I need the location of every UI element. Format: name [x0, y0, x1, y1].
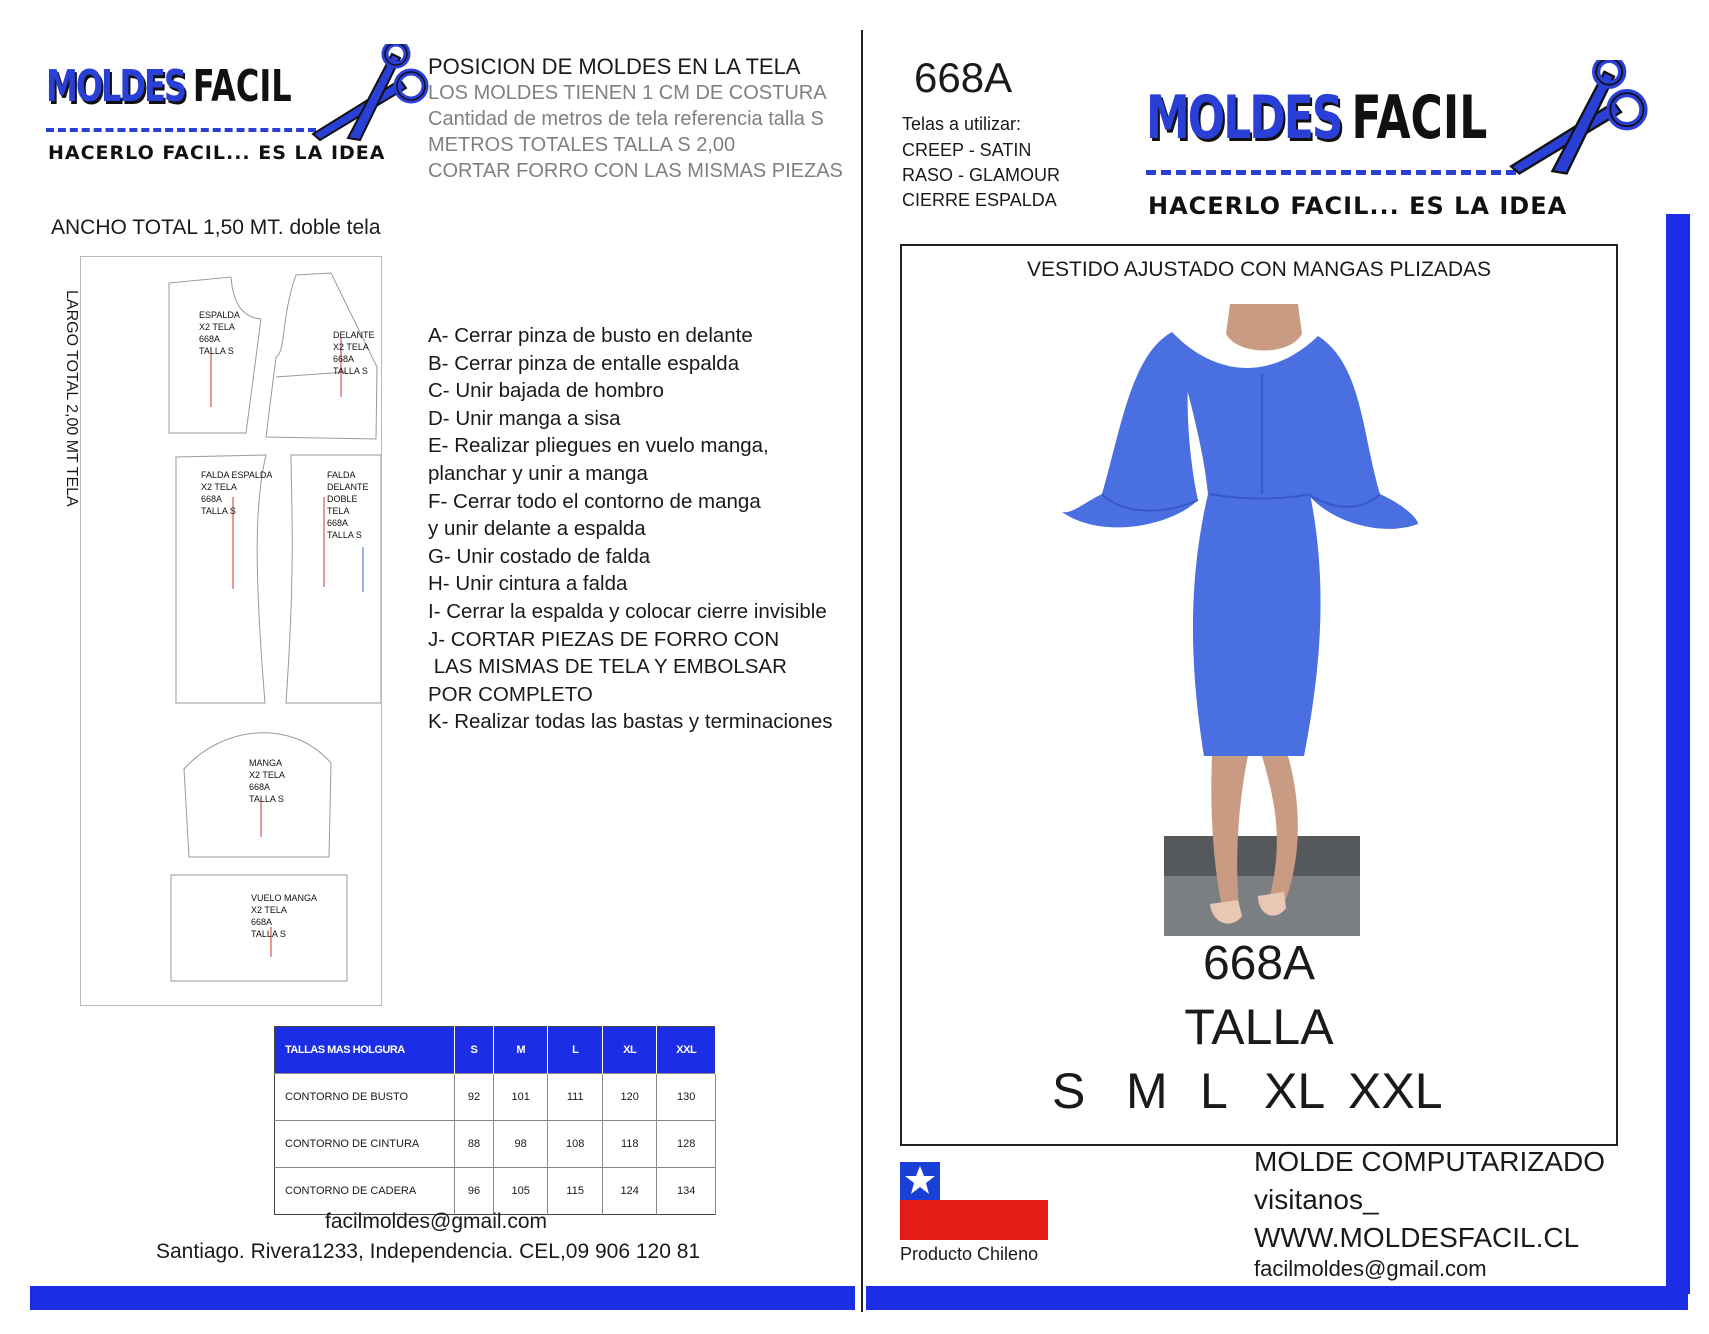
delante-label-1: DELANTE	[333, 330, 375, 340]
tela-1: CREEP - SATIN	[902, 140, 1032, 160]
instructions-list	[428, 322, 833, 736]
instruction-k: K- Realizar todas las bastas y terminaciones	[428, 710, 833, 734]
layout-title: POSICION DE MOLDES EN LA TELA	[428, 54, 801, 79]
row-label: CONTORNO DE BUSTO	[275, 1074, 455, 1121]
table-cell: 101	[493, 1074, 548, 1121]
flag-caption: Producto Chileno	[900, 1244, 1039, 1264]
size-col-l: L	[548, 1027, 603, 1074]
table-cell: 128	[657, 1121, 716, 1168]
table-cell: 111	[548, 1074, 603, 1121]
logo-dash-line	[1146, 170, 1516, 175]
size-xl: XL	[1264, 1063, 1326, 1119]
website-link[interactable]: WWW.MOLDESFACIL.CL	[1254, 1222, 1580, 1253]
espalda-label-2: X2 TELA	[199, 322, 235, 332]
logo-facil-text: FACIL	[192, 60, 292, 112]
table-cell: 96	[455, 1168, 494, 1215]
footer-line-1: MOLDE COMPUTARIZADO	[1254, 1146, 1606, 1177]
logo-facil-text: FACIL	[1351, 84, 1488, 153]
delante-label-4: TALLA S	[333, 366, 368, 376]
size-s: S	[1052, 1063, 1086, 1119]
model-code: 668A	[914, 54, 1013, 101]
manga-label-1: MANGA	[249, 758, 283, 768]
size-l: L	[1200, 1063, 1228, 1119]
instruction-e-cont: planchar y unir a manga	[428, 461, 648, 485]
contact-email-left[interactable]: facilmoldes@gmail.com	[325, 1210, 548, 1233]
chile-flag	[900, 1162, 1048, 1240]
manga-label-3: 668A	[249, 782, 271, 792]
header-line-4: CORTAR FORRO CON LAS MISMAS PIEZAS	[428, 160, 843, 182]
instruction-d: D- Unir manga a sisa	[428, 406, 621, 430]
footer-line-2: visitanos_	[1254, 1184, 1379, 1215]
instruction-c: C- Unir bajada de hombro	[428, 379, 664, 403]
vuelo-label-4: TALLA S	[251, 929, 286, 939]
instruction-f-cont: y unir delante a espalda	[428, 517, 646, 541]
table-cell: 118	[602, 1121, 657, 1168]
scissors-icon	[308, 44, 438, 154]
dress-photo	[1062, 304, 1462, 936]
table-cell: 108	[548, 1121, 603, 1168]
row-label: CONTORNO DE CINTURA	[275, 1121, 455, 1168]
logo-moldes-text: MOLDES	[46, 60, 185, 112]
table-row	[275, 1074, 716, 1121]
tela-3: CIERRE ESPALDA	[902, 190, 1057, 210]
falda-delante-label-4: TALLA S	[327, 530, 362, 540]
bottom-bar-left	[30, 1286, 855, 1310]
logo-dash-line	[46, 128, 316, 132]
product-box	[900, 244, 1618, 1146]
table-row	[275, 1121, 716, 1168]
center-divider	[861, 30, 863, 1312]
falda-espalda-label-2: X2 TELA	[201, 482, 237, 492]
size-col-m: M	[493, 1027, 548, 1074]
falda-delante-label-2: DOBLE TELA	[327, 494, 358, 516]
table-cell: 88	[455, 1121, 494, 1168]
table-cell: 134	[657, 1168, 716, 1215]
falda-delante-label-1: FALDA DELANTE	[327, 470, 369, 492]
header-line-3: METROS TOTALES TALLA S 2,00	[428, 134, 736, 156]
instruction-h: H- Unir cintura a falda	[428, 572, 628, 596]
header-line-2: Cantidad de metros de tela referencia talla S	[428, 108, 824, 130]
size-table	[274, 1026, 716, 1215]
table-cell: 92	[455, 1074, 494, 1121]
delante-label-3: 668A	[333, 354, 355, 364]
size-col-xxl: XXL	[657, 1027, 716, 1074]
logo-left	[46, 60, 436, 170]
logo-moldes-text: MOLDES	[1146, 84, 1342, 153]
size-options	[1052, 1062, 1472, 1120]
instruction-b: B- Cerrar pinza de entalle espalda	[428, 351, 740, 375]
header-line-1: LOS MOLDES TIENEN 1 CM DE COSTURA	[428, 82, 827, 104]
star-icon	[904, 1164, 936, 1196]
instruction-j-cont: LAS MISMAS DE TELA Y EMBOLSAR	[428, 655, 787, 679]
logo-right	[1146, 70, 1666, 230]
table-cell: 105	[493, 1168, 548, 1215]
contact-address: Santiago. Rivera1233, Independencia. CEL,09 906 120 81	[156, 1240, 701, 1263]
table-cell: 130	[657, 1074, 716, 1121]
dress-title: VESTIDO AJUSTADO CON MANGAS PLIZADAS	[1026, 258, 1492, 281]
delante-label-2: X2 TELA	[333, 342, 369, 352]
instruction-i: I- Cerrar la espalda y colocar cierre invisible	[428, 599, 827, 623]
size-table-header	[275, 1027, 716, 1074]
table-cell: 115	[548, 1168, 603, 1215]
vuelo-label-3: 668A	[251, 917, 273, 927]
instruction-j-cont2: POR COMPLETO	[428, 682, 593, 706]
instruction-e: E- Realizar pliegues en vuelo manga,	[428, 434, 769, 458]
contact-email-right[interactable]: facilmoldes@gmail.com	[1254, 1256, 1487, 1281]
espalda-label-3: 668A	[199, 334, 221, 344]
bottom-bar-right	[866, 1286, 1688, 1310]
size-col-s: S	[455, 1027, 494, 1074]
row-label: CONTORNO DE CADERA	[275, 1168, 455, 1215]
falda-espalda-label-3: 668A	[201, 494, 223, 504]
falda-delante-label-3: 668A	[327, 518, 349, 528]
vuelo-label-1: VUELO MANGA	[251, 893, 318, 903]
instruction-a: A- Cerrar pinza de busto en delante	[428, 324, 753, 347]
size-xxl: XXL	[1348, 1063, 1443, 1119]
size-m: M	[1126, 1063, 1168, 1119]
espalda-label-4: TALLA S	[199, 346, 234, 356]
instruction-j: J- CORTAR PIEZAS DE FORRO CON	[428, 627, 780, 651]
talla-label: TALLA	[1184, 999, 1334, 1055]
logo-tagline: HACERLO FACIL... ES LA IDEA	[1148, 192, 1568, 220]
vuelo-label-2: X2 TELA	[251, 905, 287, 915]
size-col-xl: XL	[602, 1027, 657, 1074]
table-cell: 98	[493, 1121, 548, 1168]
espalda-label-1: ESPALDA	[199, 310, 240, 320]
largo-total-label: LARGO TOTAL 2,00 MT TELA	[63, 290, 80, 507]
instruction-g: G- Unir costado de falda	[428, 544, 651, 568]
falda-espalda-label-1: FALDA ESPALDA	[201, 470, 273, 480]
table-row	[275, 1168, 716, 1215]
size-table-header-label: TALLAS MAS HOLGURA	[275, 1027, 455, 1074]
manga-label-2: X2 TELA	[249, 770, 285, 780]
table-cell: 120	[602, 1074, 657, 1121]
falda-espalda-label-4: TALLA S	[201, 506, 236, 516]
logo-tagline: HACERLO FACIL... ES LA IDEA	[48, 142, 386, 164]
right-side-bar	[1666, 214, 1690, 1294]
telas-title: Telas a utilizar:	[902, 114, 1022, 134]
instruction-f: F- Cerrar todo el contorno de manga	[428, 489, 761, 513]
big-model-code: 668A	[1202, 937, 1316, 990]
tela-2: RASO - GLAMOUR	[902, 165, 1061, 185]
table-cell: 124	[602, 1168, 657, 1215]
scissors-icon	[1502, 60, 1662, 190]
ancho-total-label: ANCHO TOTAL 1,50 MT. doble tela	[51, 216, 381, 239]
manga-label-4: TALLA S	[249, 794, 284, 804]
pattern-layout	[80, 256, 382, 1006]
